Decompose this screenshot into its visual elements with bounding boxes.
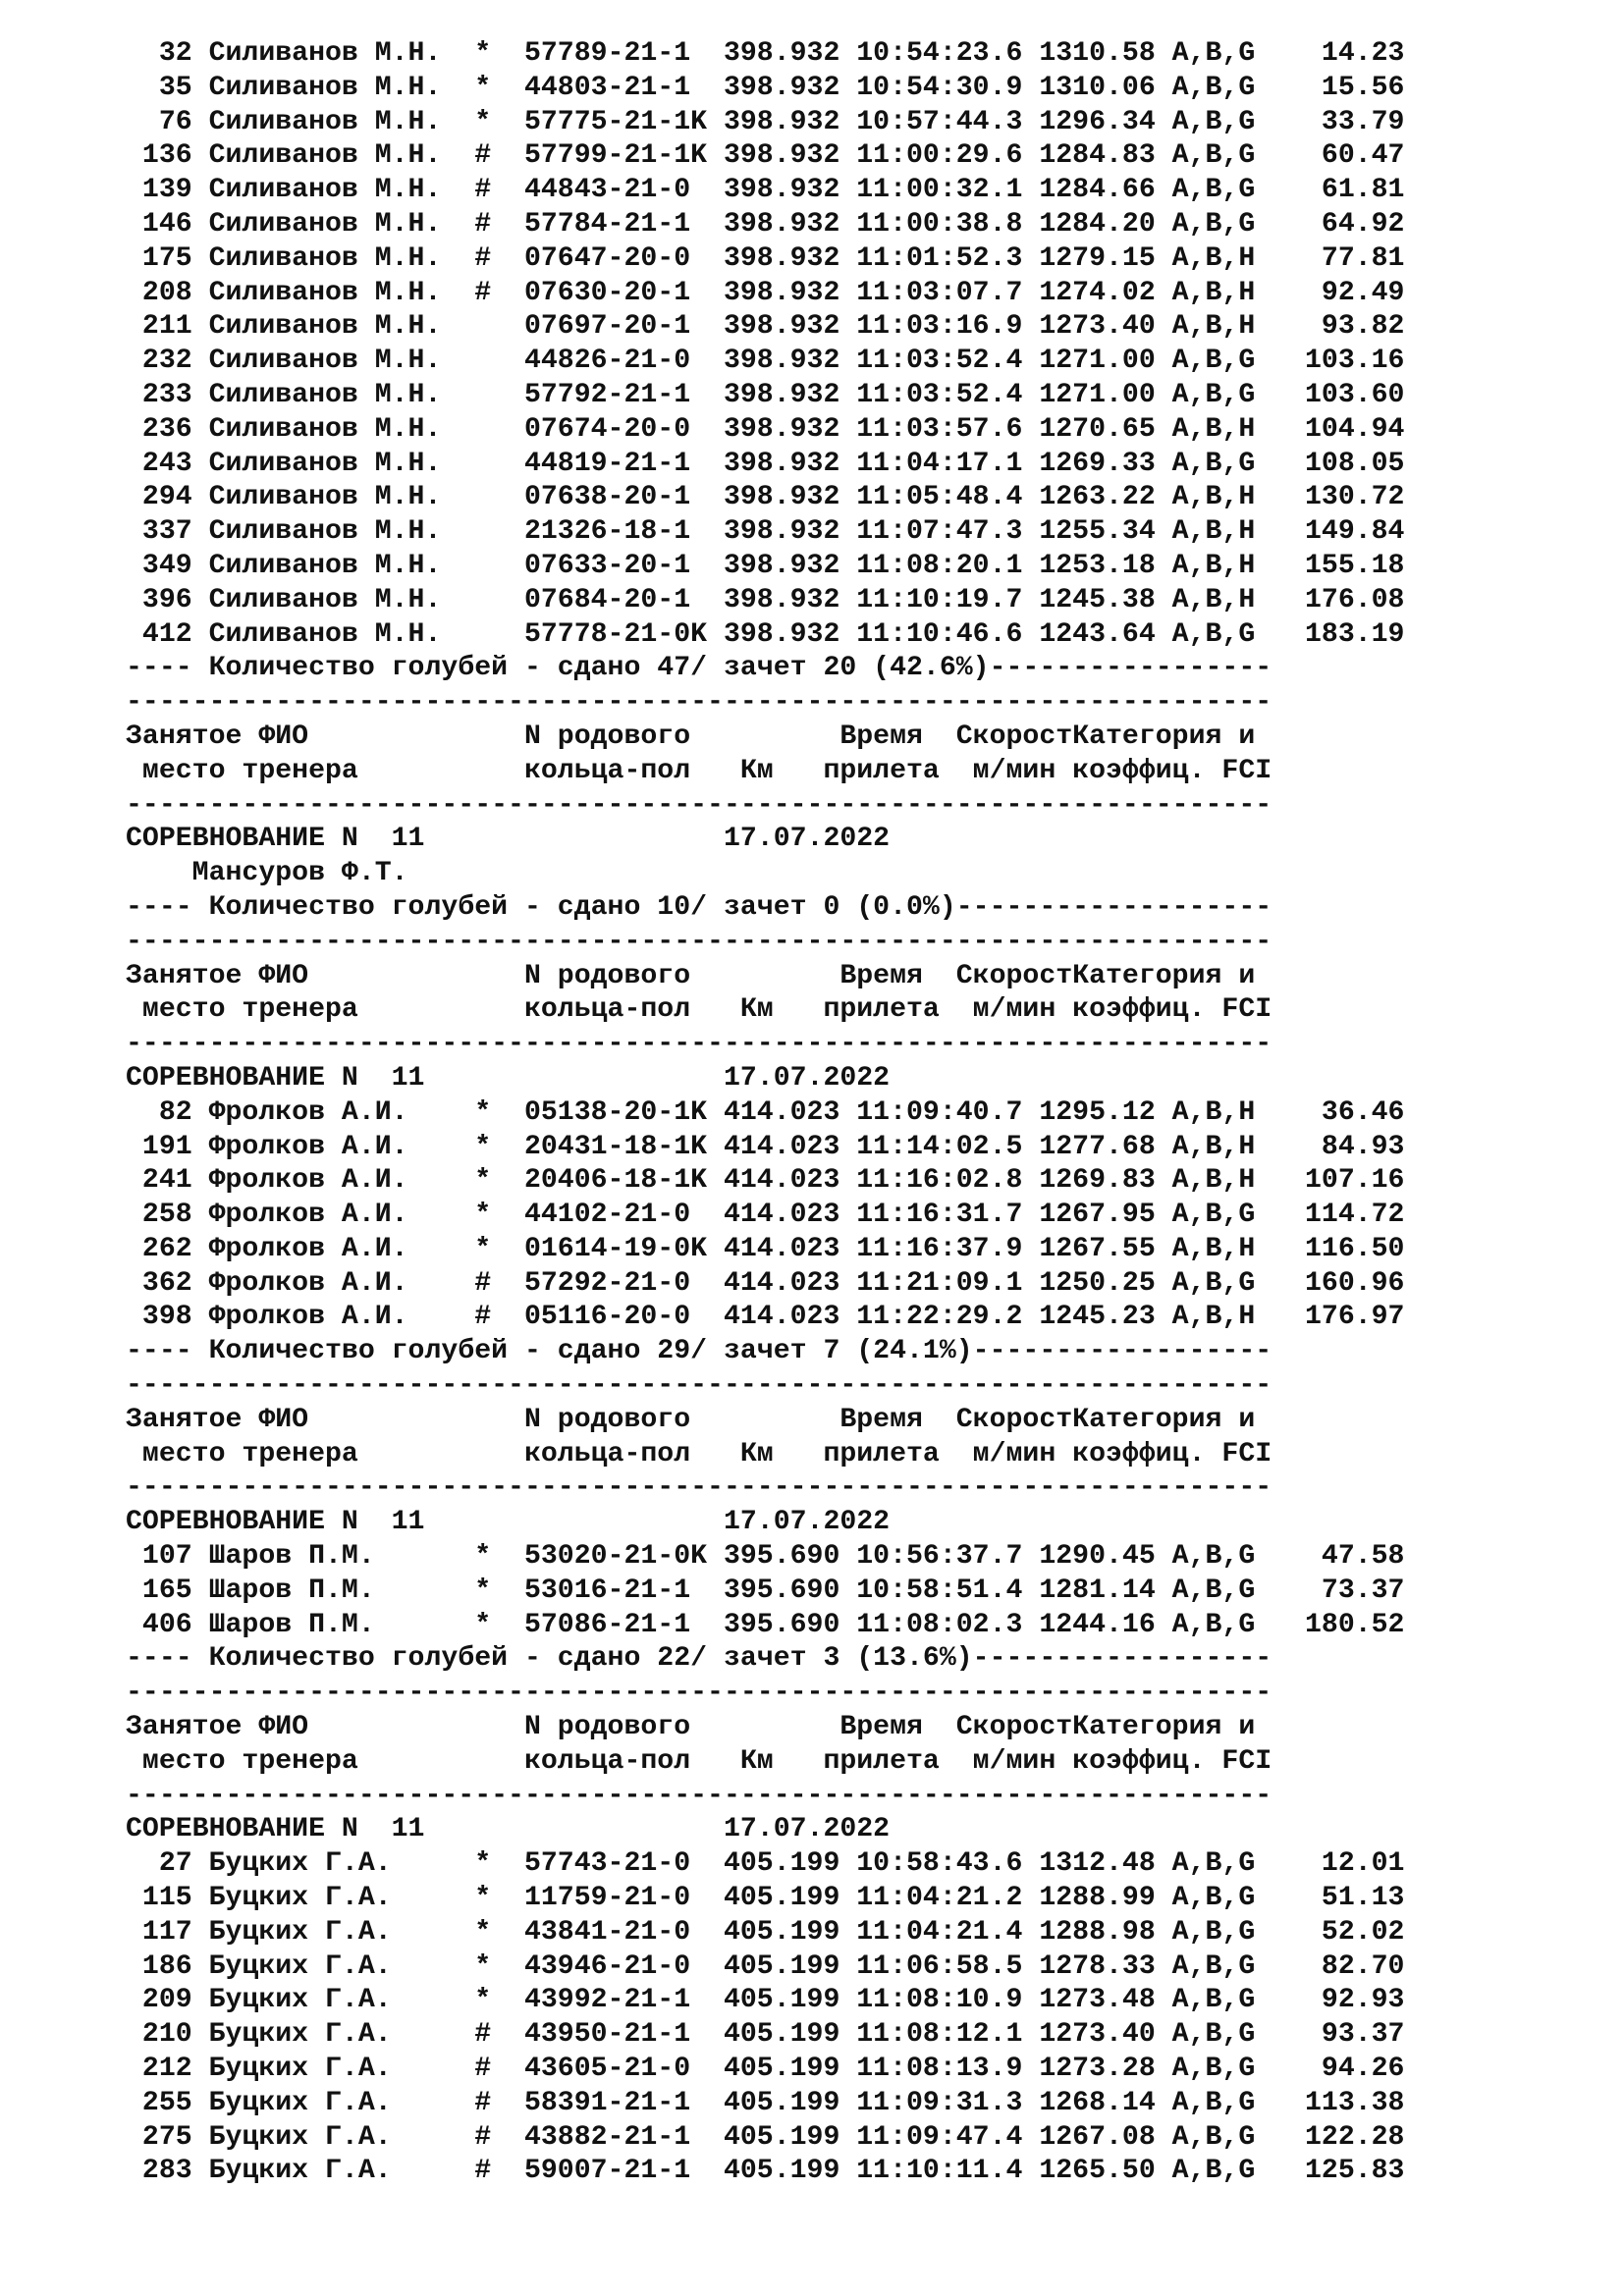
column-header-line1: Занятое ФИО N родового Время СкоростКатегория и: [126, 721, 1256, 752]
summary-line: ---- Количество голубей - сдано 10/ зачет 0 (0.0%)-------------------: [126, 891, 1272, 923]
separator-rule: ---------------------------------------------------------------------: [126, 1780, 1272, 1811]
results-printout: [126, 37, 1598, 2189]
separator-rule: ---------------------------------------------------------------------: [126, 926, 1272, 957]
result-row: 243 Силиванов М.Н. 44819-21-1 398.932 11:04:17.1 1269.33 A,B,G 108.05: [126, 448, 1405, 479]
result-row: 175 Силиванов М.Н. # 07647-20-0 398.932 11:01:52.3 1279.15 A,B,H 77.81: [126, 242, 1405, 274]
column-header-line1: Занятое ФИО N родового Время СкоростКатегория и: [126, 960, 1256, 991]
separator-rule: ---------------------------------------------------------------------: [126, 1472, 1272, 1504]
result-row: 362 Фролков А.И. # 57292-21-0 414.023 11:21:09.1 1250.25 A,B,G 160.96: [126, 1267, 1405, 1299]
result-row: 208 Силиванов М.Н. # 07630-20-1 398.932 11:03:07.7 1274.02 A,B,H 92.49: [126, 277, 1405, 308]
competition-title: СОРЕВНОВАНИЕ N 11 17.07.2022: [126, 824, 891, 855]
summary-line: ---- Количество голубей - сдано 47/ зачет 20 (42.6%)-----------------: [126, 653, 1272, 684]
result-row: 241 Фролков А.И. * 20406-18-1K 414.023 11:16:02.8 1269.83 A,B,H 107.16: [126, 1165, 1405, 1197]
result-row: 398 Фролков А.И. # 05116-20-0 414.023 11:22:29.2 1245.23 A,B,H 176.97: [126, 1302, 1405, 1333]
separator-rule: ---------------------------------------------------------------------: [126, 687, 1272, 719]
result-row: 107 Шаров П.М. * 53020-21-0K 395.690 10:56:37.7 1290.45 A,B,G 47.58: [126, 1541, 1405, 1573]
result-row: 255 Буцких Г.А. # 58391-21-1 405.199 11:09:31.3 1268.14 A,B,G 113.38: [126, 2087, 1405, 2118]
result-row: 406 Шаров П.М. * 57086-21-1 395.690 11:08:02.3 1244.16 A,B,G 180.52: [126, 1609, 1405, 1640]
result-row: 412 Силиванов М.Н. 57778-21-0K 398.932 11:10:46.6 1243.64 A,B,G 183.19: [126, 618, 1405, 650]
column-header-line2: место тренера кольца-пол Км прилета м/мин коэффиц. FCI: [126, 1438, 1272, 1469]
result-row: 337 Силиванов М.Н. 21326-18-1 398.932 11:07:47.3 1255.34 A,B,H 149.84: [126, 516, 1405, 548]
result-row: 136 Силиванов М.Н. # 57799-21-1K 398.932 11:00:29.6 1284.83 A,B,G 60.47: [126, 140, 1405, 172]
summary-line: ---- Количество голубей - сдано 29/ зачет 7 (24.1%)------------------: [126, 1336, 1272, 1367]
competition-title: СОРЕВНОВАНИЕ N 11 17.07.2022: [126, 1062, 891, 1094]
result-row: 76 Силиванов М.Н. * 57775-21-1K 398.932 10:57:44.3 1296.34 A,B,G 33.79: [126, 106, 1405, 137]
result-row: 349 Силиванов М.Н. 07633-20-1 398.932 11:08:20.1 1253.18 A,B,H 155.18: [126, 550, 1405, 581]
result-row: 294 Силиванов М.Н. 07638-20-1 398.932 11:05:48.4 1263.22 A,B,H 130.72: [126, 482, 1405, 513]
column-header-line2: место тренера кольца-пол Км прилета м/мин коэффиц. FCI: [126, 1745, 1272, 1777]
separator-rule: ---------------------------------------------------------------------: [126, 789, 1272, 821]
result-row: 236 Силиванов М.Н. 07674-20-0 398.932 11:03:57.6 1270.65 A,B,H 104.94: [126, 413, 1405, 445]
separator-rule: ---------------------------------------------------------------------: [126, 1029, 1272, 1060]
result-row: 233 Силиванов М.Н. 57792-21-1 398.932 11:03:52.4 1271.00 A,B,G 103.60: [126, 379, 1405, 410]
competition-title: СОРЕВНОВАНИЕ N 11 17.07.2022: [126, 1814, 891, 1845]
result-row: 117 Буцких Г.А. * 43841-21-0 405.199 11:04:21.4 1288.98 A,B,G 52.02: [126, 1916, 1405, 1948]
column-header-line1: Занятое ФИО N родового Время СкоростКатегория и: [126, 1404, 1256, 1435]
result-row: 262 Фролков А.И. * 01614-19-0K 414.023 11:16:37.9 1267.55 A,B,H 116.50: [126, 1233, 1405, 1264]
competition-title: СОРЕВНОВАНИЕ N 11 17.07.2022: [126, 1507, 891, 1538]
result-row: 139 Силиванов М.Н. # 44843-21-0 398.932 11:00:32.1 1284.66 A,B,G 61.81: [126, 175, 1405, 206]
result-row: 146 Силиванов М.Н. # 57784-21-1 398.932 11:00:38.8 1284.20 A,B,G 64.92: [126, 208, 1405, 240]
result-row: 209 Буцких Г.А. * 43992-21-1 405.199 11:08:10.9 1273.48 A,B,G 92.93: [126, 1985, 1405, 2016]
column-header-line2: место тренера кольца-пол Км прилета м/мин коэффиц. FCI: [126, 994, 1272, 1026]
result-row: 186 Буцких Г.А. * 43946-21-0 405.199 11:06:58.5 1278.33 A,B,G 82.70: [126, 1950, 1405, 1982]
result-row: 232 Силиванов М.Н. 44826-21-0 398.932 11:03:52.4 1271.00 A,B,G 103.16: [126, 346, 1405, 377]
result-row: 115 Буцких Г.А. * 11759-21-0 405.199 11:04:21.2 1288.99 A,B,G 51.13: [126, 1883, 1405, 1914]
result-row: 283 Буцких Г.А. # 59007-21-1 405.199 11:10:11.4 1265.50 A,B,G 125.83: [126, 2156, 1405, 2187]
summary-line: ---- Количество голубей - сдано 22/ зачет 3 (13.6%)------------------: [126, 1643, 1272, 1675]
result-row: 35 Силиванов М.Н. * 44803-21-1 398.932 10:54:30.9 1310.06 A,B,G 15.56: [126, 72, 1405, 103]
result-row: 32 Силиванов М.Н. * 57789-21-1 398.932 10:54:23.6 1310.58 A,B,G 14.23: [126, 38, 1405, 69]
result-row: 82 Фролков А.И. * 05138-20-1K 414.023 11:09:40.7 1295.12 A,B,H 36.46: [126, 1096, 1405, 1128]
result-row: 211 Силиванов М.Н. 07697-20-1 398.932 11:03:16.9 1273.40 A,B,H 93.82: [126, 311, 1405, 343]
result-row: 191 Фролков А.И. * 20431-18-1K 414.023 11:14:02.5 1277.68 A,B,H 84.93: [126, 1131, 1405, 1162]
result-row: 396 Силиванов М.Н. 07684-20-1 398.932 11:10:19.7 1245.38 A,B,H 176.08: [126, 584, 1405, 615]
separator-rule: ---------------------------------------------------------------------: [126, 1678, 1272, 1709]
result-row: 212 Буцких Г.А. # 43605-21-0 405.199 11:08:13.9 1273.28 A,B,G 94.26: [126, 2054, 1405, 2085]
result-row: 27 Буцких Г.А. * 57743-21-0 405.199 10:58:43.6 1312.48 A,B,G 12.01: [126, 1848, 1405, 1880]
result-row: 165 Шаров П.М. * 53016-21-1 395.690 10:58:51.4 1281.14 A,B,G 73.37: [126, 1575, 1405, 1606]
column-header-line1: Занятое ФИО N родового Время СкоростКатегория и: [126, 1712, 1256, 1743]
result-row: 258 Фролков А.И. * 44102-21-0 414.023 11:16:31.7 1267.95 A,B,G 114.72: [126, 1200, 1405, 1231]
result-row: 210 Буцких Г.А. # 43950-21-1 405.199 11:08:12.1 1273.40 A,B,G 93.37: [126, 2019, 1405, 2051]
separator-rule: ---------------------------------------------------------------------: [126, 1370, 1272, 1402]
result-row: 275 Буцких Г.А. # 43882-21-1 405.199 11:09:47.4 1267.08 A,B,G 122.28: [126, 2121, 1405, 2153]
column-header-line2: место тренера кольца-пол Км прилета м/мин коэффиц. FCI: [126, 755, 1272, 786]
owner-name: Мансуров Ф.Т.: [126, 858, 408, 889]
